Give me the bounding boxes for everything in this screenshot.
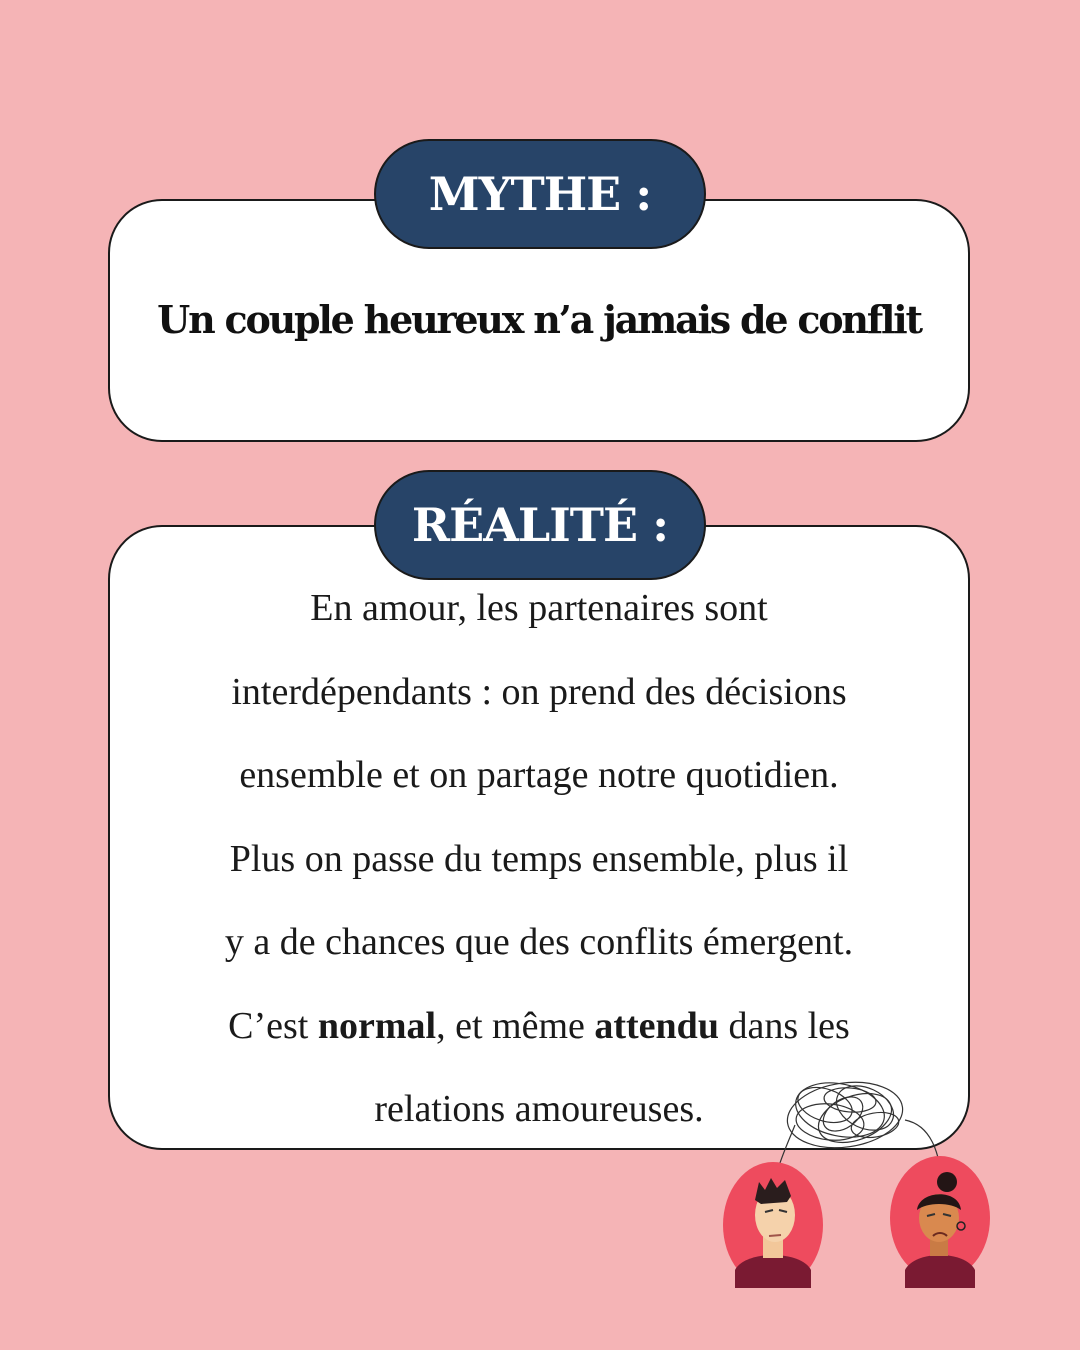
reality-line-7: relations amoureuses. [374, 1088, 704, 1130]
reality-text [170, 567, 908, 1152]
couple-conflict-illustration [715, 1070, 1000, 1290]
man-avatar [723, 1162, 823, 1288]
myth-label: MYTHE : [374, 139, 706, 249]
reality-line-1: En amour, les partenaires sont [310, 587, 768, 629]
emphasis-normal: normal [317, 1004, 437, 1047]
reality-line-4: Plus on passe du temps ensemble, plus il [229, 837, 849, 880]
reality-line-3: ensemble et on partage notre quotidien. [239, 754, 839, 796]
reality-label: RÉALITÉ : [374, 470, 706, 580]
woman-avatar [890, 1156, 990, 1288]
reality-line-2: interdépendants : on prend des décisions [231, 670, 847, 713]
reality-card [108, 525, 970, 1150]
myth-statement: Un couple heureux n’a jamais de conflit [157, 297, 921, 342]
line6-suffix: dans les [718, 1004, 850, 1047]
line6-middle: , et même [436, 1004, 595, 1047]
reality-line-5: y a de chances que des conflits émergent. [224, 921, 854, 963]
line6-prefix: C’est [228, 1004, 318, 1047]
emphasis-attendu: attendu [594, 1004, 719, 1047]
reality-line-6 [170, 985, 908, 1069]
